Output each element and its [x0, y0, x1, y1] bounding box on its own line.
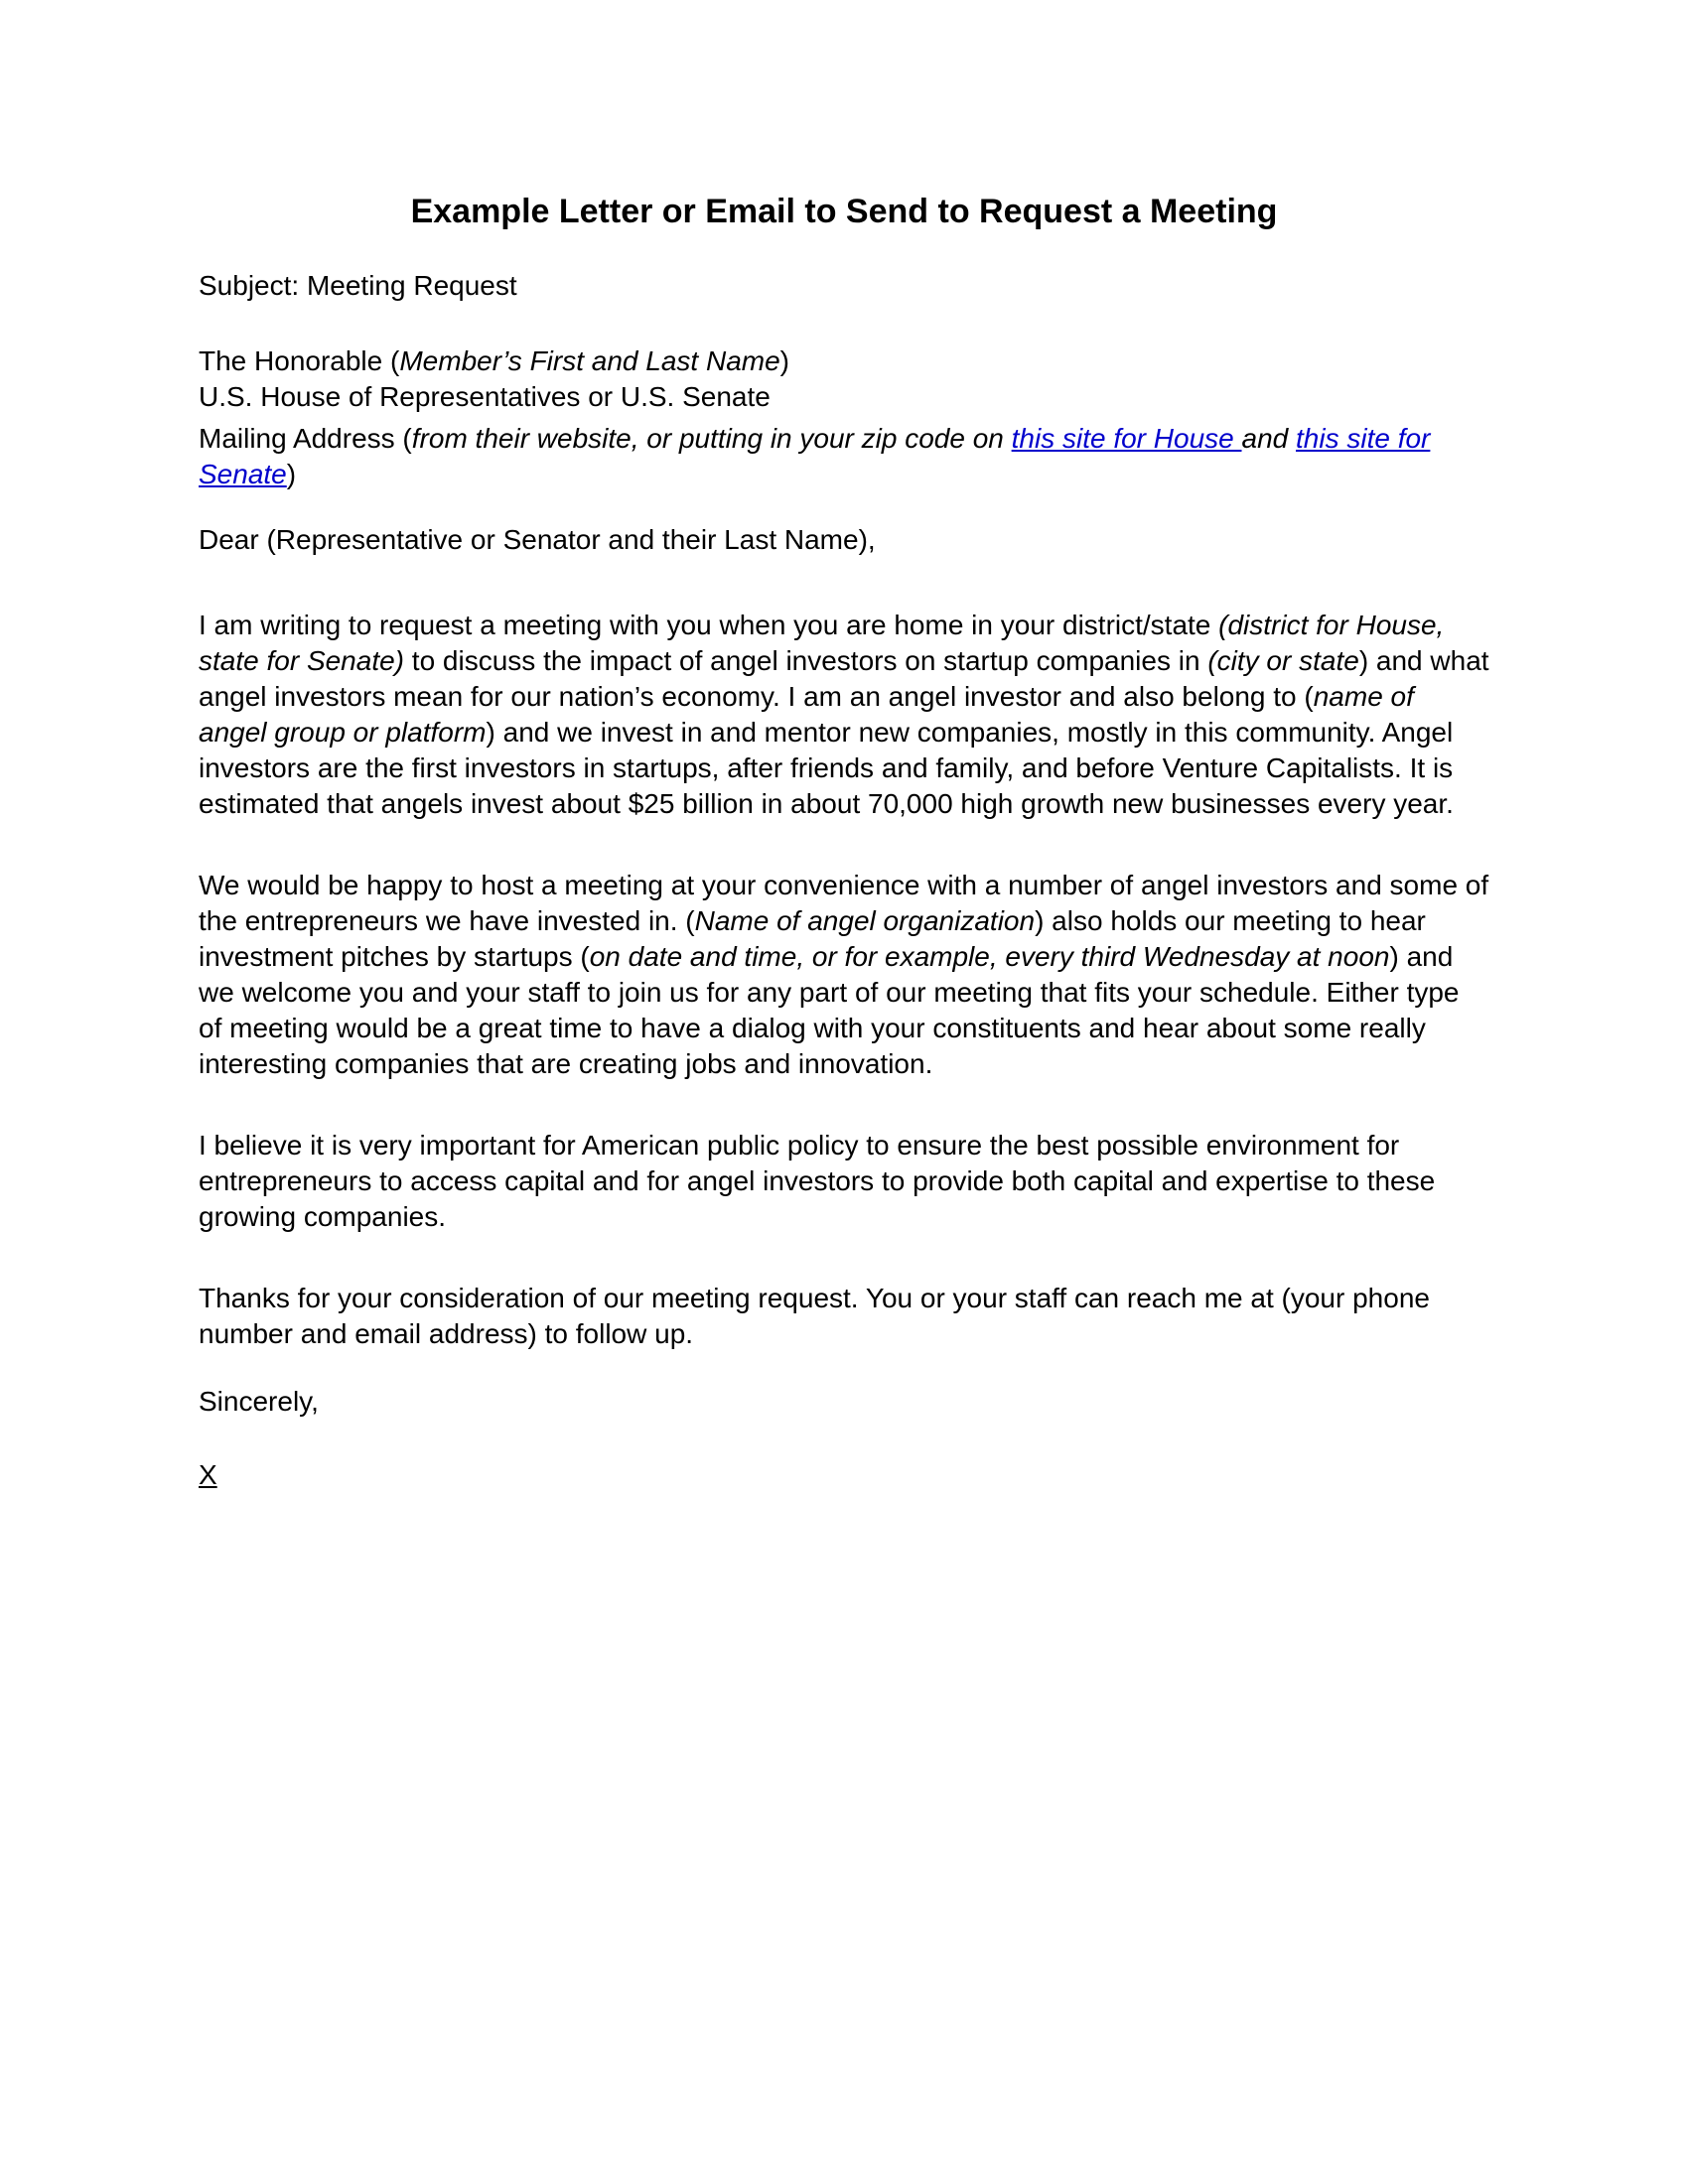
honorable-prefix: The Honorable (	[199, 345, 400, 376]
house-site-link[interactable]: this site for House	[1011, 423, 1242, 454]
and-text: and	[1241, 423, 1289, 454]
paragraph-request	[199, 608, 1489, 822]
paragraph-host-meeting	[199, 868, 1489, 1082]
mailing-address-line	[199, 421, 1489, 492]
p2-italic-2: on date and time, or for example, every third Wednesday at noon	[589, 941, 1390, 972]
document-title: Example Letter or Email to Send to Request a Meeting	[410, 193, 1278, 230]
signature-mark: X	[199, 1459, 217, 1490]
p1-text-3: ) and what angel investors mean for our nation’s economy. I am an angel investor and also belong to (	[199, 645, 1489, 712]
honorable-name: Member’s First and Last Name	[399, 345, 780, 376]
paragraph-thanks: Thanks for your consideration of our meeting request. You or your staff can reach me at (your phone number and email address) to follow up.	[199, 1283, 1430, 1349]
p1-text-2: to discuss the impact of angel investors on startup companies in	[404, 645, 1208, 676]
p1-italic-1: (district for House, state for Senate)	[199, 610, 1445, 676]
salutation: Dear (Representative or Senator and their Last Name),	[199, 524, 876, 555]
paragraph-policy: I believe it is very important for American public policy to ensure the best possible environment for entrepreneurs to access capital and for angel investors to provide both capital and expertise to these growing companies.	[199, 1130, 1436, 1232]
chamber-line: U.S. House of Representatives or U.S. Senate	[199, 381, 771, 412]
subject-line: Subject: Meeting Request	[199, 270, 517, 301]
honorable-line	[199, 343, 1489, 379]
p1-text-1: I am writing to request a meeting with you when you are home in your district/state	[199, 610, 1219, 640]
p2-text-1: We would be happy to host a meeting at your convenience with a number of angel investors and some of the entrepreneurs we have invested in. (	[199, 870, 1489, 936]
p2-italic-1: Name of angel organization	[694, 905, 1036, 936]
closing: Sincerely,	[199, 1386, 319, 1417]
p2-text-3: ) and we welcome you and your staff to join us for any part of our meeting that fits your schedule. Either type of meeting would be a great time to have a dialog with your constituents and hear about some really interesting companies that are creating jobs and innovation.	[199, 941, 1460, 1079]
honorable-suffix: )	[779, 345, 789, 376]
senate-site-link[interactable]: this site for Senate	[199, 423, 1431, 489]
p1-italic-2: (city or state	[1207, 645, 1359, 676]
mailing-suffix: )	[286, 459, 297, 489]
signature-line	[199, 1457, 1489, 1493]
p1-italic-3: name of angel group or platform	[199, 681, 1414, 748]
recipient-address	[199, 343, 1489, 492]
p1-text-4: ) and we invest in and mentor new companies, mostly in this community. Angel investors are the first investors in startups, after friends and family, and before Venture Capitalists. It is estimated that angels invest about $25 billion in about 70,000 high growth new businesses every year.	[199, 717, 1454, 819]
mailing-note: from their website, or putting in your zip code on	[411, 423, 1012, 454]
letter-body	[199, 191, 1489, 1493]
mailing-prefix: Mailing Address (	[199, 423, 412, 454]
p2-text-2: ) also holds our meeting to hear investment pitches by startups (	[199, 905, 1426, 972]
